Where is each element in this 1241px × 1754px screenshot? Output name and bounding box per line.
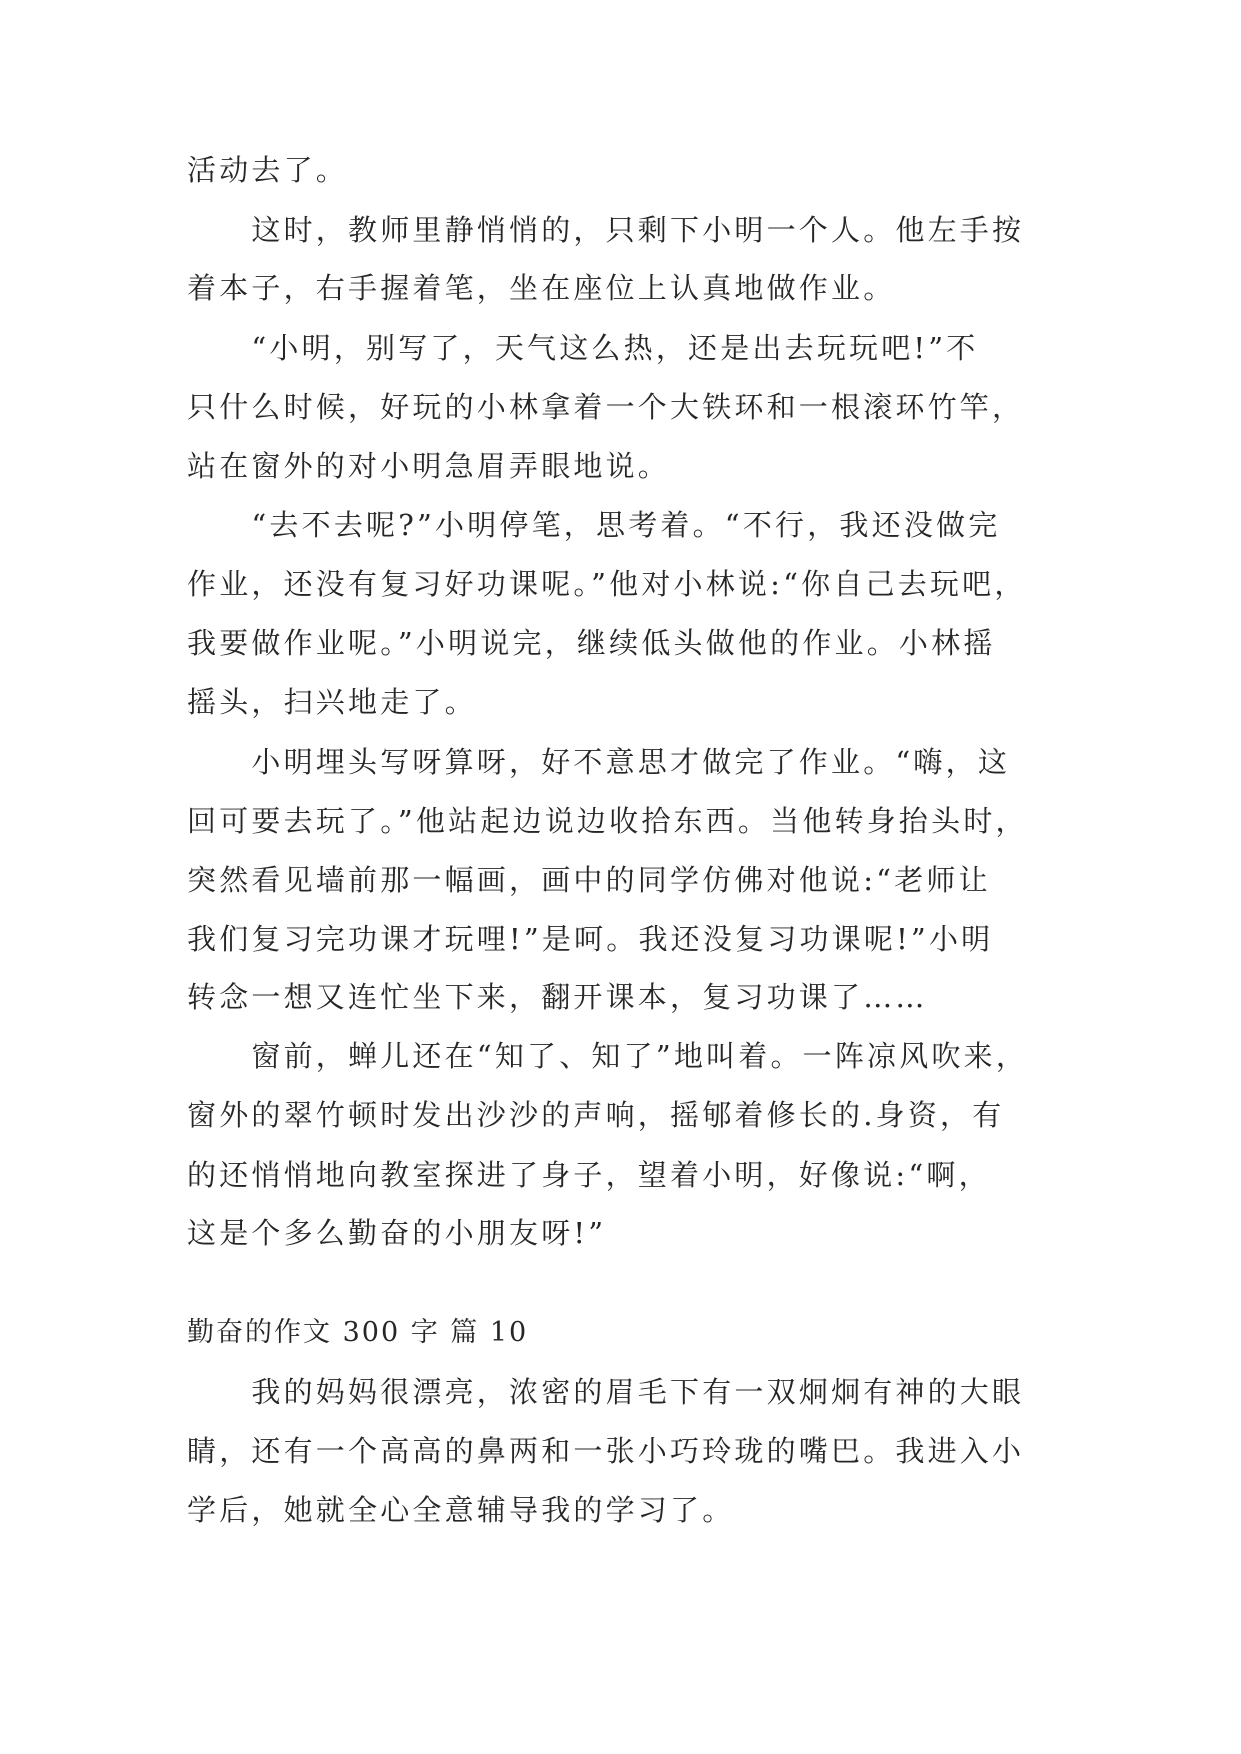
text-line: 小明埋头写呀算呀，好不意思才做完了作业。“嗨，这 [187,745,1011,779]
text-line: 只什么时候，好玩的小林拿着一个大铁环和一根滚环竹竿， [187,390,1025,424]
text-line: 站在窗外的对小明急眉弄眼地说。 [187,449,671,483]
text-line: 突然看见墙前那一幅画，画中的同学仿佛对他说:“老师让 [187,863,991,897]
text-line: 作业，还没有复习好功课呢。”他对小林说:“你自己去玩吧， [187,567,1027,601]
text-line: 我的妈妈很漂亮，浓密的眉毛下有一双炯炯有神的大眼 [187,1375,1025,1409]
text-line: 学后，她就全心全意辅导我的学习了。 [187,1493,735,1527]
text-line: 转念一想又连忙坐下来，翻开课本，复习功课了…… [187,980,928,1014]
text-line: 的还悄悄地向教室探进了身子，望着小明，好像说:“啊， [187,1158,991,1192]
text-line: “去不去呢?”小明停笔，思考着。“不行，我还没做完 [187,508,1001,542]
text-line: 着本子，右手握着笔，坐在座位上认真地做作业。 [187,271,896,305]
text-line: 这是个多么勤奋的小朋友呀!” [187,1216,607,1250]
text-line: 摇头，扫兴地走了。 [187,685,477,719]
text-line: 睛，还有一个高高的鼻两和一张小巧玲珑的嘴巴。我进入小 [187,1434,1025,1468]
text-line: 这时，教师里静悄悄的，只剩下小明一个人。他左手按 [187,213,1025,247]
text-line: 我们复习完功课才玩哩!”是呵。我还没复习功课呢!”小明 [187,922,994,956]
text-line: “小明，别写了，天气这么热，还是出去玩玩吧!”不 [187,331,979,365]
text-line: 窗前，蝉儿还在“知了、知了”地叫着。一阵凉风吹来， [187,1039,1029,1073]
text-line: 活动去了。 [187,153,349,187]
text-line: 我要做作业呢。”小明说完，继续低头做他的作业。小林摇 [187,626,996,660]
text-line: 窗外的翠竹顿时发出沙沙的声响，摇郇着修长的.身资，有 [187,1098,1005,1132]
section-heading: 勤奋的作文 300 字 篇 10 [187,1317,529,1348]
text-line: 回可要去玩了。”他站起边说边收拾东西。当他转身抬头时， [187,804,1028,838]
